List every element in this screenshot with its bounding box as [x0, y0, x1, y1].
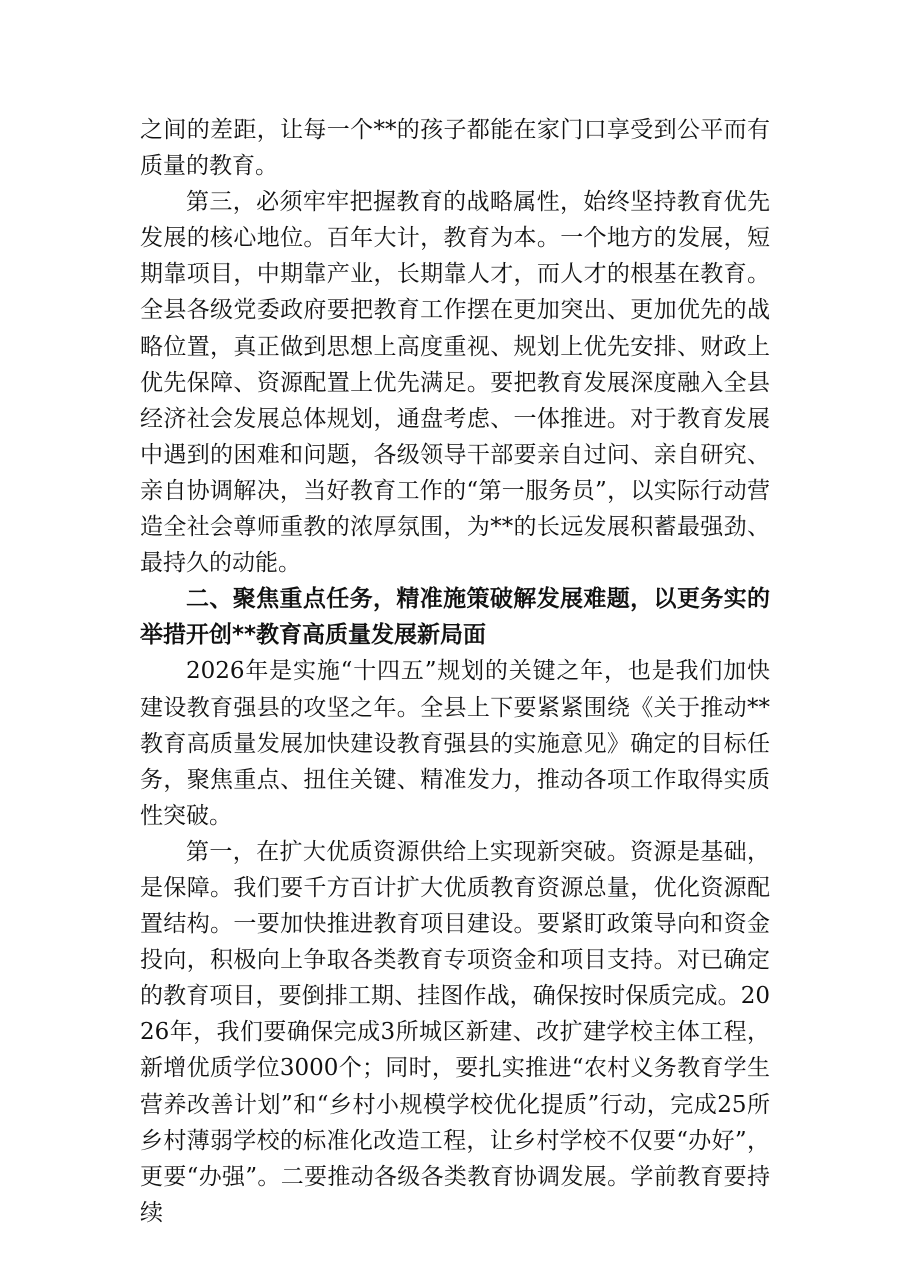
document-body: [140, 112, 770, 1231]
paragraph-third-point: 第三，必须牢牢把握教育的战略属性，始终坚持教育优先发展的核心地位。百年大计，教育为本。一个地方的发展，短期靠项目，中期靠产业，长期靠人才，而人才的根基在教育。全县各级党委政府要把教育工作摆在更加突出、更加优先的战略位置，真正做到思想上高度重视、规划上优先安排、财政上优先保障、资源配置上优先满足。要把教育发展深度融入全县经济社会发展总体规划，通盘考虑、一体推进。对于教育发展中遇到的困难和问题，各级领导干部要亲自过问、亲自研究、亲自协调解决，当好教育工作的“第一服务员”，以实际行动营造全社会尊师重教的浓厚氛围，为**的长远发展积蓄最强劲、最持久的动能。: [140, 189, 770, 577]
section-heading-two: 二、聚焦重点任务，精准施策破解发展难题，以更务实的举措开创**教育高质量发展新局面: [140, 586, 770, 649]
paragraph-continuation: 之间的差距，让每一个**的孩子都能在家门口享受到公平而有质量的教育。: [140, 117, 770, 180]
paragraph-intro-2026: 2026年是实施“十四五”规划的关键之年，也是我们加快建设教育强县的攻坚之年。全县上下要紧紧围绕《关于推动**教育高质量发展加快建设教育强县的实施意见》确定的目标任务，聚焦重点、扭住关键、精准发力，推动各项工作取得实质性突破。: [140, 658, 770, 829]
paragraph-first-breakthrough: 第一，在扩大优质资源供给上实现新突破。资源是基础，是保障。我们要千方百计扩大优质教育资源总量，优化资源配置结构。一要加快推进教育项目建设。要紧盯政策导向和资金投向，积极向上争取各类教育专项资金和项目支持。对已确定的教育项目，要倒排工期、挂图作战，确保按时保质完成。2026年，我们要确保完成3所城区新建、改扩建学校主体工程，新增优质学位3000个；同时，要扎实推进“农村义务教育学生营养改善计划”和“乡村小规模学校优化提质”行动，完成25所乡村薄弱学校的标准化改造工程，让乡村学校不仅要“办好”，更要“办强”。二要推动各级各类教育协调发展。学前教育要持续: [140, 838, 770, 1226]
